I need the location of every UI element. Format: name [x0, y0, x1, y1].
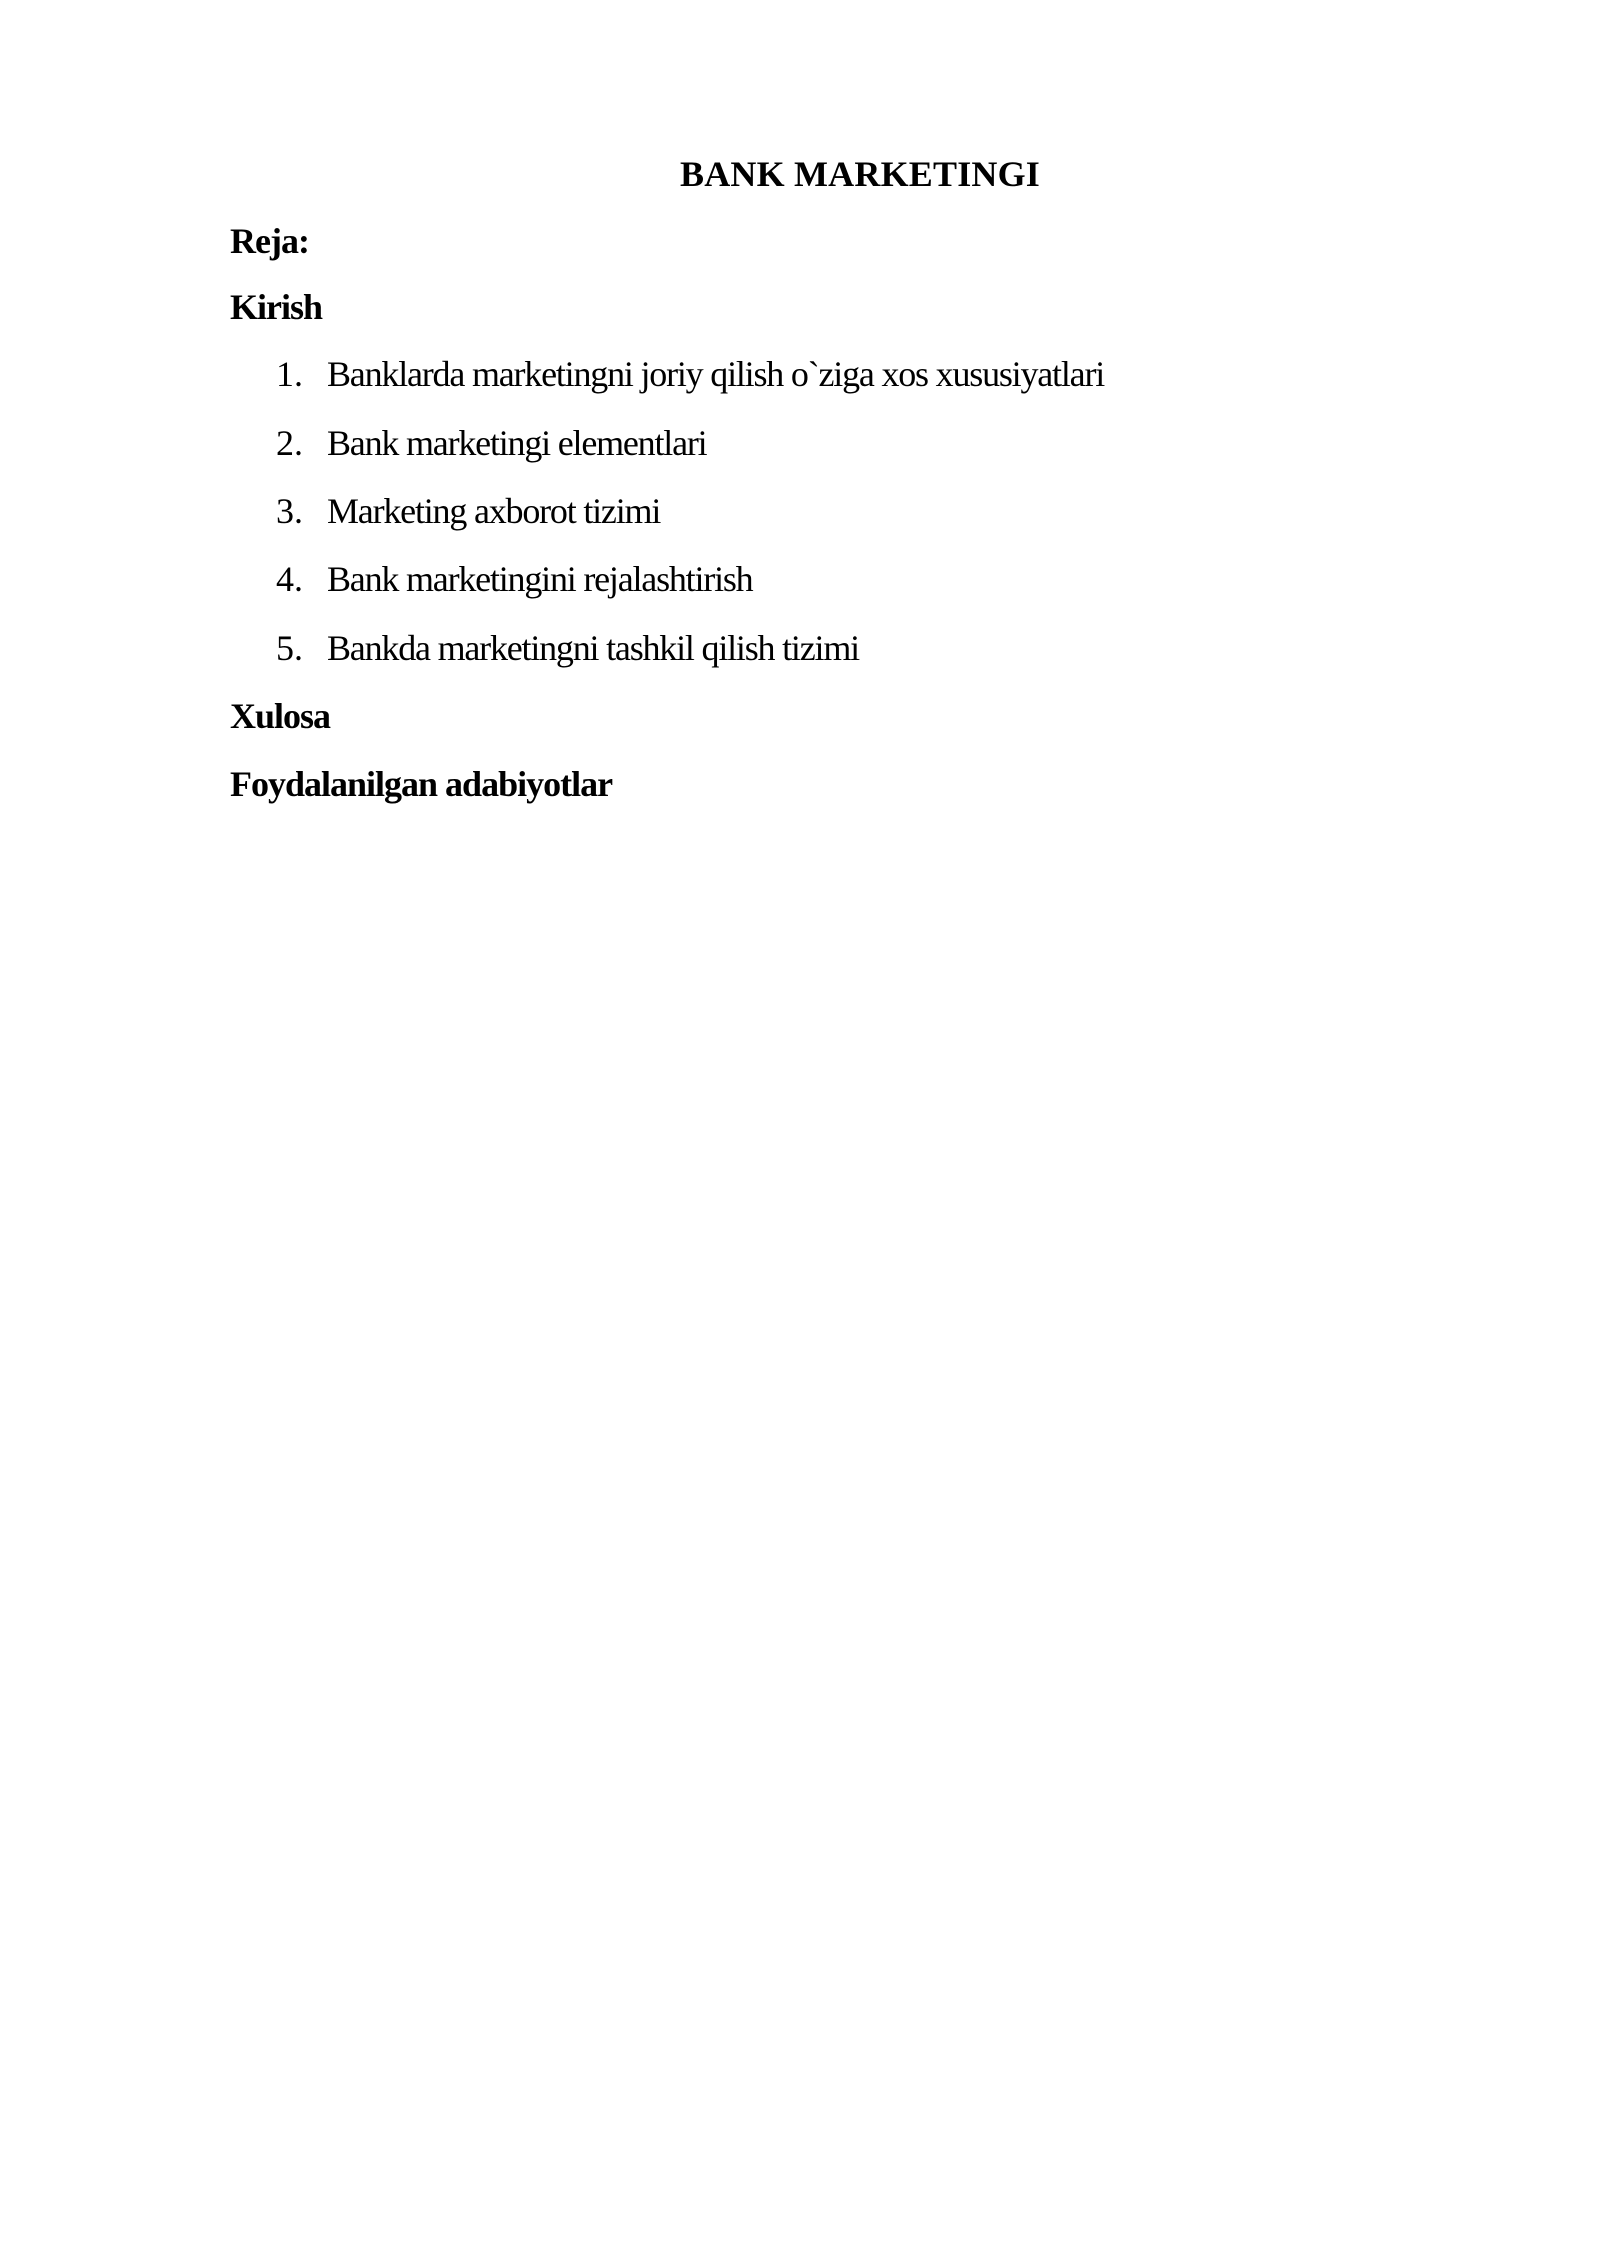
list-item-text: Bank marketingi elementlari: [327, 423, 707, 463]
list-item-text: Banklarda marketingni joriy qilish o`ziga xos xususiyatlari: [327, 354, 1105, 394]
list-item: [276, 419, 706, 467]
conclusion-heading: Xulosa: [230, 696, 331, 736]
list-item: [276, 555, 753, 603]
list-item: [276, 487, 660, 535]
list-item-text: Marketing axborot tizimi: [327, 491, 661, 531]
list-item-text: Bank marketingini rejalashtirish: [327, 559, 753, 599]
intro-heading: Kirish: [230, 287, 323, 327]
references-heading: Foydalanilgan adabiyotlar: [230, 764, 613, 804]
list-item: [276, 350, 1104, 398]
list-item-number: 3.: [276, 491, 303, 531]
list-item-number: 1.: [276, 354, 303, 394]
list-item-text: Bankda marketingni tashkil qilish tizimi: [327, 628, 859, 668]
plan-heading: Reja:: [230, 221, 309, 261]
document-title: BANK MARKETINGI: [679, 154, 1041, 194]
list-item-number: 2.: [276, 423, 303, 463]
list-item: [276, 624, 859, 672]
list-item-number: 4.: [276, 559, 303, 599]
list-item-number: 5.: [276, 628, 303, 668]
